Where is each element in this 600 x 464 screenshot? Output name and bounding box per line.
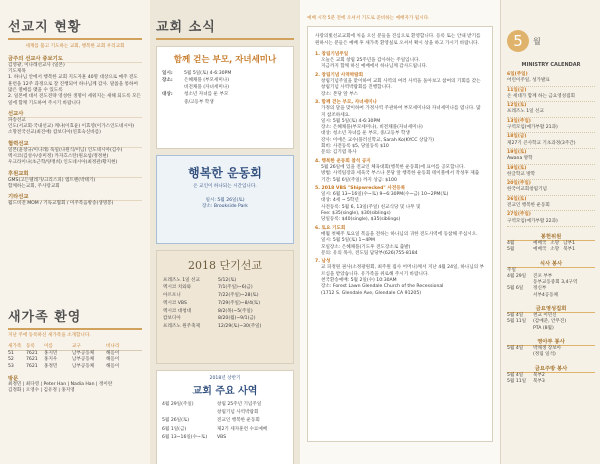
seminar-row-value: 청소년 자녀를 둔 부모 (184, 92, 229, 98)
sports-day-title: 행복한 운동회 (188, 165, 262, 180)
seminar-box (156, 46, 294, 149)
missions-section-line: 우크라이나(초근학/양정희) 인도네시아(최정관/황지현) (8, 160, 118, 166)
missions-section-line: 멕시코(김성수/송미정) 카자흐스탄(원요섭/정정현) (8, 154, 109, 160)
mission-dates: 5/12(토) (218, 277, 237, 283)
calendar-event (507, 87, 595, 103)
ministry-schedule-date: 4월 29일(주일) (162, 401, 194, 407)
ministry-schedule-row (162, 402, 288, 408)
announcement-line: 사전등록: 5월 6, 13일(주일) 친교식당 및 나무 및 (321, 204, 421, 210)
month-label: 월 (533, 36, 541, 46)
calendar-event (507, 71, 595, 87)
new-family-cell: 남부공동체 (72, 363, 95, 369)
seminar-row-value: 중/고등부 학생 (184, 99, 214, 105)
new-family-header-cell: 등록 (26, 343, 35, 349)
announcement-line: 대상: 청소년 자녀를 둔 부모, 중/고등부 학생 (321, 131, 410, 137)
volunteer-section-title: 봉헌위원 (507, 232, 595, 241)
new-family-title: 새가족 환영 (8, 310, 82, 325)
calendar-event-title: 프레즈노 1일 선교 (507, 109, 544, 115)
visitor-line: 최정민 | 최다영 | Peter Han | Nadia Han | 정이란 (8, 381, 113, 387)
volunteer-section-title: 식사 봉사 (507, 259, 595, 268)
volunteer-cell: 북부1 (563, 247, 576, 253)
announcement-line: 천국환송예배: 5월 2일(수) 10:30AM (321, 277, 397, 283)
new-family-cell: 남부공동체 (72, 357, 95, 363)
announcement-title: 2. 창립기념 사역박람회 (315, 72, 364, 78)
volunteer-cell: 소망 (550, 240, 560, 246)
mission-destination: 프레즈노 원주축제 (163, 324, 200, 330)
new-family-cell: 7621 (26, 357, 38, 363)
volunteer-cell: 남부1 (563, 240, 576, 246)
mission-row (163, 285, 287, 291)
calendar-event (507, 149, 595, 165)
volunteer-cell: 5월 4일 (507, 313, 524, 319)
mission-row (163, 301, 287, 307)
new-family-cell: 52 (8, 357, 14, 363)
sports-day-subtitle: 온 교인이 하나되는 시간입니다. (193, 183, 257, 189)
divider (156, 38, 294, 40)
volunteer-cell: 소망 (550, 247, 560, 253)
seminar-row-label: 장소: (162, 77, 173, 83)
calendar-event-title: 제27기 큰사학교 기초과정(3주간) (507, 140, 576, 146)
missions-section-line: 파송선교 (8, 117, 26, 123)
calendar-event-title: 온 세대가 함께 하는 금요영성집회 (507, 93, 575, 99)
announcements-box (307, 26, 493, 442)
missions-section-line: 1. 하나님 안에서 행복한 교회 지도자훈 40명 대상으로 매주 전도훈련을 12주 과정으로 잘 진행되어 하나님께 감사. 말씀을 통하여 많은 열매를 맺을 수 있도록 (8, 75, 138, 93)
ministry-schedule-row (162, 410, 288, 416)
volunteer-cell: 북부2 (533, 372, 545, 378)
mission-schedule (163, 278, 287, 331)
new-family-header-cell: 비나리 (106, 343, 120, 349)
mission-destination: 프레즈노 1일 선교 (163, 277, 200, 283)
announcement-title: 4. 행복한 운동회 참석 공지 (315, 158, 371, 164)
calendar-event-date: 19일(토) (507, 165, 527, 171)
volunteer-cell: 5월 11일 (507, 319, 527, 325)
announcement-line: 가정의 달을 맞이하여 가정사역 주관하여 부모세미나와 자녀세미나를 엽니다. 많지 참조하세요. (321, 106, 481, 118)
missions-subtitle: 세계를 품고 기도하는 교회, 행복한 교회 우리교회 (25, 43, 125, 49)
missions-section-line: 소망전국선교(최진애) 캄보디아(연효숙신바름) (8, 130, 101, 136)
missions-section-label: 기타선교 (8, 192, 142, 201)
announcement-line: 방법: 사역팀장과 세육국 부스나 본당 앞 행복한 운동회 테이블에서 작성후 제출 (321, 171, 480, 177)
volunteer-row (507, 326, 595, 332)
month-heading (507, 30, 595, 52)
volunteer-sections (507, 232, 595, 385)
volunteer-cell: 북부3 (533, 378, 545, 384)
announcement-line: 대상: 4세 ~ 5학년 (321, 198, 359, 204)
missions-section-line: 기도제목 (8, 69, 26, 75)
seminar-row-value: 은혜채플 (부모세미나) (184, 77, 229, 83)
volunteer-cell: 동부교동중회 3,4구역 (533, 280, 578, 286)
calendar-event-title: Awana 방학 (507, 156, 533, 162)
announcement-line: 매월 첫째주 토요일 복음을 전하는 하나님의 귀한 전도사역에 동참해 주십시오. (321, 231, 478, 237)
calendar-event-title: 전교인 행복한 운동회 (507, 203, 550, 209)
missions-sections (8, 54, 142, 208)
announcement-line: 오늘은 교회 창립 25주년을 감사하는 주일입니다. (321, 58, 420, 64)
ministry-schedule-box (156, 370, 294, 464)
new-family-header-cell: 교구 (72, 343, 81, 349)
visitor-line: 김정화 | 오영수 | 김유정 | 홍지영 (8, 388, 75, 394)
volunteer-cell: 주일 (507, 267, 516, 273)
seminar-title: 함께 걷는 부모, 자녀세미나 (173, 54, 277, 65)
calendar-event-date: 26일(토) (507, 196, 527, 202)
seminar-row-label: 대상: (162, 92, 173, 98)
volunteer-cell: 정신부 (533, 286, 547, 292)
volunteer-cell: 박채생 장보아 (533, 345, 562, 351)
mission-row (163, 293, 287, 299)
announcement-line: 당일등록: $40(single), $35(siblings) (321, 217, 401, 223)
announcement-line: Fee: $35(single), $30(siblings) (321, 211, 391, 217)
missions-section-label: 금주의 선교사 중보기도 (8, 54, 142, 63)
calendar-event-date: 18일(금) (507, 134, 527, 140)
announcement-line: 장소: 본당 앞 부스 (321, 91, 358, 97)
column-church-news (150, 0, 300, 464)
announcement-title: 1. 창립기념주일 (315, 51, 349, 57)
announcement-line: 회비: 사전등록 $5, 당일등록 $10 (321, 144, 389, 150)
volunteer-cell (507, 326, 529, 332)
volunteer-cell: 천교 이민신 (533, 313, 557, 319)
calendar-event (507, 180, 595, 196)
ministry-schedule-row (162, 418, 288, 424)
mission-row (163, 278, 287, 284)
announcement-title: 7. 남성 (315, 259, 331, 265)
mission-dates: 7/1(주일)~6(금) (218, 285, 253, 291)
new-family-cell: 51 (8, 351, 14, 357)
announcement-line: 일시: 6월 13~16일(수~토) 9~6:30PM(수~금) 10~2PM(토) (321, 192, 449, 198)
calendar-event-title: 구역모임(예가부활 21과) (507, 125, 558, 131)
volunteer-cell: 진포 부부 (533, 273, 553, 279)
ministry-schedule-date: 6월 13~16일(수~토) (162, 434, 208, 440)
volunteer-cell: 5월 (507, 247, 515, 253)
seminar-row-label: 일시: (162, 70, 173, 76)
ministry-schedule-list (162, 402, 288, 441)
ministry-schedule-row (162, 435, 288, 441)
calendar-event-title: 어린이주일, 성가발표 (507, 78, 550, 84)
volunteer-cell: 예배국 (533, 247, 547, 253)
announcement-line: 창립기념주일을 맞이하여 교회 사역의 여러 사역을 돌아보고 참여의 기회를 갖는 창립기념 사역박람회를 진행합니다. (321, 79, 481, 91)
new-family-table (8, 344, 142, 370)
missions-title: 선교지 현황 (8, 20, 82, 35)
short-term-mission-box (156, 250, 294, 364)
visitor-label: 방문 (8, 375, 19, 382)
missions-section-line: 김영광, 이나래선교사 (일본) (8, 62, 65, 68)
volunteer-cell (507, 352, 529, 358)
church-news-title: 교회 소식 (156, 20, 216, 35)
mission-title: 2018 단기선교 (188, 258, 262, 272)
volunteer-cell: 서부4공동체 (533, 292, 559, 298)
new-family-cell: 53 (8, 363, 14, 369)
seminar-row (162, 78, 288, 84)
mission-dates: 7/29(주일)~8/4(토) (218, 300, 261, 306)
ministry-schedule-event: 창립 25주년 기념주일 (217, 401, 262, 407)
missions-section-line: GMS(고든텔레가/크리스피) 엠트렌(박태기) (8, 177, 96, 183)
announcement-line: 장소: 은혜채플(부모세미나), 비전채플(자녀세미나) (321, 125, 423, 131)
missions-section-line: 월드비전 MOM / 기독교협회 / 미주복음방송(생명봉) (8, 201, 114, 207)
calendar-event-date: 11일(금) (507, 87, 527, 93)
calendar-event-date: 6일(주일) (507, 72, 528, 77)
announcement-line: 강사: 이에은 교수(플러신학교, Sarah Ko(KYCC 상담가) (321, 137, 435, 143)
announcement-line: 5월 26일에 있을 전교인 체육대회(행복한 운동회)에 표어를 공모합니다. (321, 164, 465, 170)
mission-dates: 7/22(주일)~28(토) (218, 293, 259, 299)
mission-dates: 12/29(토)~30(주일) (218, 324, 262, 330)
new-family-row (8, 364, 142, 370)
calendar-event (507, 102, 595, 118)
ministry-schedule-event: 제2기 세자훈련 수료예배 (217, 426, 268, 432)
month-number-badge: 5 (507, 30, 529, 52)
ministry-schedule-event: VBS (217, 434, 227, 440)
calendar-event-title: 구역모임(예가부활 22과) (507, 218, 558, 224)
ministry-schedule-title: 교회 주요 사역 (192, 385, 258, 397)
calendar-event (507, 196, 595, 212)
calendar-event (507, 165, 595, 181)
calendar-events (507, 71, 595, 227)
visitor-list (8, 382, 142, 395)
volunteer-section-title: 영아부 봉사 (507, 337, 595, 346)
new-family-cell: 홍정민 (44, 363, 58, 369)
seminar-row-label (162, 100, 184, 106)
ministry-schedule-event: 전교인 행복한 운동회 (217, 418, 260, 424)
divider (8, 328, 142, 330)
missions-section-label: 후원교회 (8, 169, 142, 178)
divider (8, 38, 142, 40)
new-family-cell: 남부공동체 (72, 351, 95, 357)
new-family-cell: 홍지우 (44, 357, 58, 363)
calendar-event-title: 한글학교 방학 (507, 171, 536, 177)
missions-section-line: 2. 일본에 대서 전도전략 영성한 생명이 세워지는 새해 되도록 모든 일에 함께 기도하여 주시기 바랍니다 (8, 94, 141, 106)
missions-section-line: 함께하는교회, 주사랑교회 (8, 183, 60, 189)
volunteer-cell: PTA (8월) (533, 325, 554, 331)
mission-destination: 캄보디아 (163, 316, 181, 322)
new-family-header-cell: 새가족 (8, 343, 22, 349)
announcement-line: 문의: 유의 목사, 전도팀 담당부(626)755-8184 (321, 250, 418, 256)
volunteer-row (507, 293, 595, 299)
ministry-schedule-event: 창립기념 사역박람회 (217, 410, 259, 416)
new-family-header-cell: 이름 (44, 343, 53, 349)
volunteer-cell: 4월 (507, 240, 515, 246)
announcement-title: 3. 함께 걷는 부모, 자녀세미나 (315, 99, 377, 105)
seminar-row-label (162, 85, 184, 91)
volunteer-cell: 5월 4일 (507, 372, 524, 378)
mission-row (163, 316, 287, 322)
sports-day-box (156, 155, 294, 244)
announcement-line: 모일장소: 은혜채플(기도후 전도장소로 출발) (321, 244, 411, 250)
mission-row (163, 324, 287, 330)
calendar-event-date: 19일(토) (507, 149, 527, 155)
volunteer-cell: (감예준, 안무진) (533, 319, 567, 325)
new-family-cell: 해돋이 (106, 357, 120, 363)
column-announcements (300, 0, 500, 464)
ministry-schedule-date (162, 410, 217, 416)
volunteer-section-title: 금요주방 봉사 (507, 364, 595, 373)
volunteer-row (507, 379, 595, 385)
new-family-cell: 홍지민 (44, 351, 58, 357)
volunteer-cell: 5월 6일 (507, 286, 524, 292)
volunteer-row (507, 352, 595, 358)
volunteer-cell: (정림 일석) (533, 352, 556, 358)
mission-destination: 멕시코 VBS (163, 300, 187, 306)
volunteer-cell: 예배국 (533, 240, 547, 246)
missions-section-label: 협력선교 (8, 139, 142, 148)
mission-destination: 멕시코 치와와 (163, 285, 192, 291)
seminar-row (162, 92, 288, 98)
calendar-event-date: 20일(주일) (507, 181, 531, 187)
announcement-line: 기간: 5월 6일(주일) 까지 상금: $100 (321, 177, 397, 183)
volunteer-cell: 4월 29일 (507, 273, 527, 279)
announcement-line: 지금까지 함께 하신 예배에서 하나님께 감사드립니다. (321, 64, 428, 70)
new-family-cell: 7621 (26, 351, 38, 357)
new-family-cell: 해돋이 (106, 351, 120, 357)
missions-section-line: 인도(서교회·국내선교) 케냐(이효윤) 이효영(이가스인도네시아) (8, 124, 135, 130)
seminar-row (162, 71, 288, 77)
seminar-row (162, 85, 288, 91)
calendar-event-date: 13일(주일) (507, 118, 531, 124)
volunteer-row (507, 247, 595, 253)
calendar-event (507, 211, 595, 227)
seminar-row-value: 비전채플 (자녀세미나) (184, 85, 229, 91)
announcement-line: 일시: 5월 5일(토) 1~4PM (321, 238, 375, 244)
volunteer-section-title: 금요영성집회 (507, 304, 595, 313)
new-family-header-row (8, 344, 142, 351)
announcement-line: 일시: 5월 5일(토) 4-6:30PM (321, 118, 381, 124)
announcement-line: 장소: Forest Lawn Glendale Church of the Recessional (321, 284, 444, 290)
announcement-line: 교 피정원 권사(소정광원회, 최주원 집사 어머니)께서 지난 4월 24일, 하나님의 부르심을 받았습니다. 유가족을 위로해 주시기 바랍니다. (321, 265, 485, 277)
calendar-event-date: 12일(토) (507, 103, 527, 109)
welcome-text: 사랑의빛선교교회에 처음 오신 분들을 진심으로 환영합니다. 등록 또는 안내 받기를 원하시는 분들은 예배 후 새가족 환영실로 오셔서 확시 상을 하고 가시기 바랍니다. (315, 34, 481, 46)
mission-destination: 멕시코 대청대 (163, 308, 192, 314)
volunteer-cell: 5월 11일 (507, 378, 527, 384)
calendar-event (507, 118, 595, 134)
column-calendar (500, 0, 600, 464)
ministry-schedule-date: 5월 26일(토) (162, 418, 190, 424)
announcement-title: 6. 토요 기도회 (315, 225, 346, 231)
sports-day-date: 일시: 5월 26일(토) (205, 197, 245, 203)
seminar-row-value: 5월 5일(토) 4-6:30PM (184, 70, 232, 76)
mission-destination: 아르포니 (163, 293, 181, 299)
calendar-event-title: 한국어교회창립기념 (507, 187, 547, 193)
missions-section-label: 선교사 (8, 109, 142, 118)
calendar-title: MINISTRY CALENDAR (521, 62, 581, 68)
seminar-details (162, 71, 288, 106)
ministry-schedule-row (162, 427, 288, 433)
mission-dates: 8/2(목)~5(주일) (218, 308, 253, 314)
new-family-subtitle: 지난 주에 등록하신 새가족을 소개합니다. (8, 332, 91, 338)
volunteer-cell (507, 293, 529, 299)
seminar-row (162, 100, 288, 106)
ministry-schedule-subtitle: 2018년 상반기 (209, 375, 241, 381)
column-missions (0, 0, 151, 464)
missions-section-line: 일본(윤창규/이나래) 독일(나원식/이님) 인도네시아(김수) (8, 147, 123, 153)
new-family-cell: 7621 (26, 363, 38, 369)
announcement-line: 문의: 김기엽 목사 (321, 150, 357, 156)
calendar-event (507, 133, 595, 149)
announcement-list (315, 52, 485, 297)
calendar-event-date: 27일(주일) (507, 212, 531, 218)
new-family-cell: 해돋이 (106, 363, 120, 369)
mission-row (163, 309, 287, 315)
worship-intro: 예배 시작 5분 전에 오셔서 기도로 준비하는 예배자가 됩시다. (307, 16, 430, 21)
announcement-line: (1712 S. Glendale Ave, Glendale CA 91205) (321, 290, 422, 296)
sports-day-place: 장소: Brookside Park (202, 204, 248, 210)
ministry-schedule-date: 6월 1일(금) (162, 426, 187, 432)
volunteer-cell: 5월 4일 (507, 345, 524, 351)
mission-dates: 8/20(월)~9/1(금) (218, 316, 256, 322)
announcement-title: 5. 2018 VBS "Shipwrecked" 사전등록 (315, 185, 406, 191)
